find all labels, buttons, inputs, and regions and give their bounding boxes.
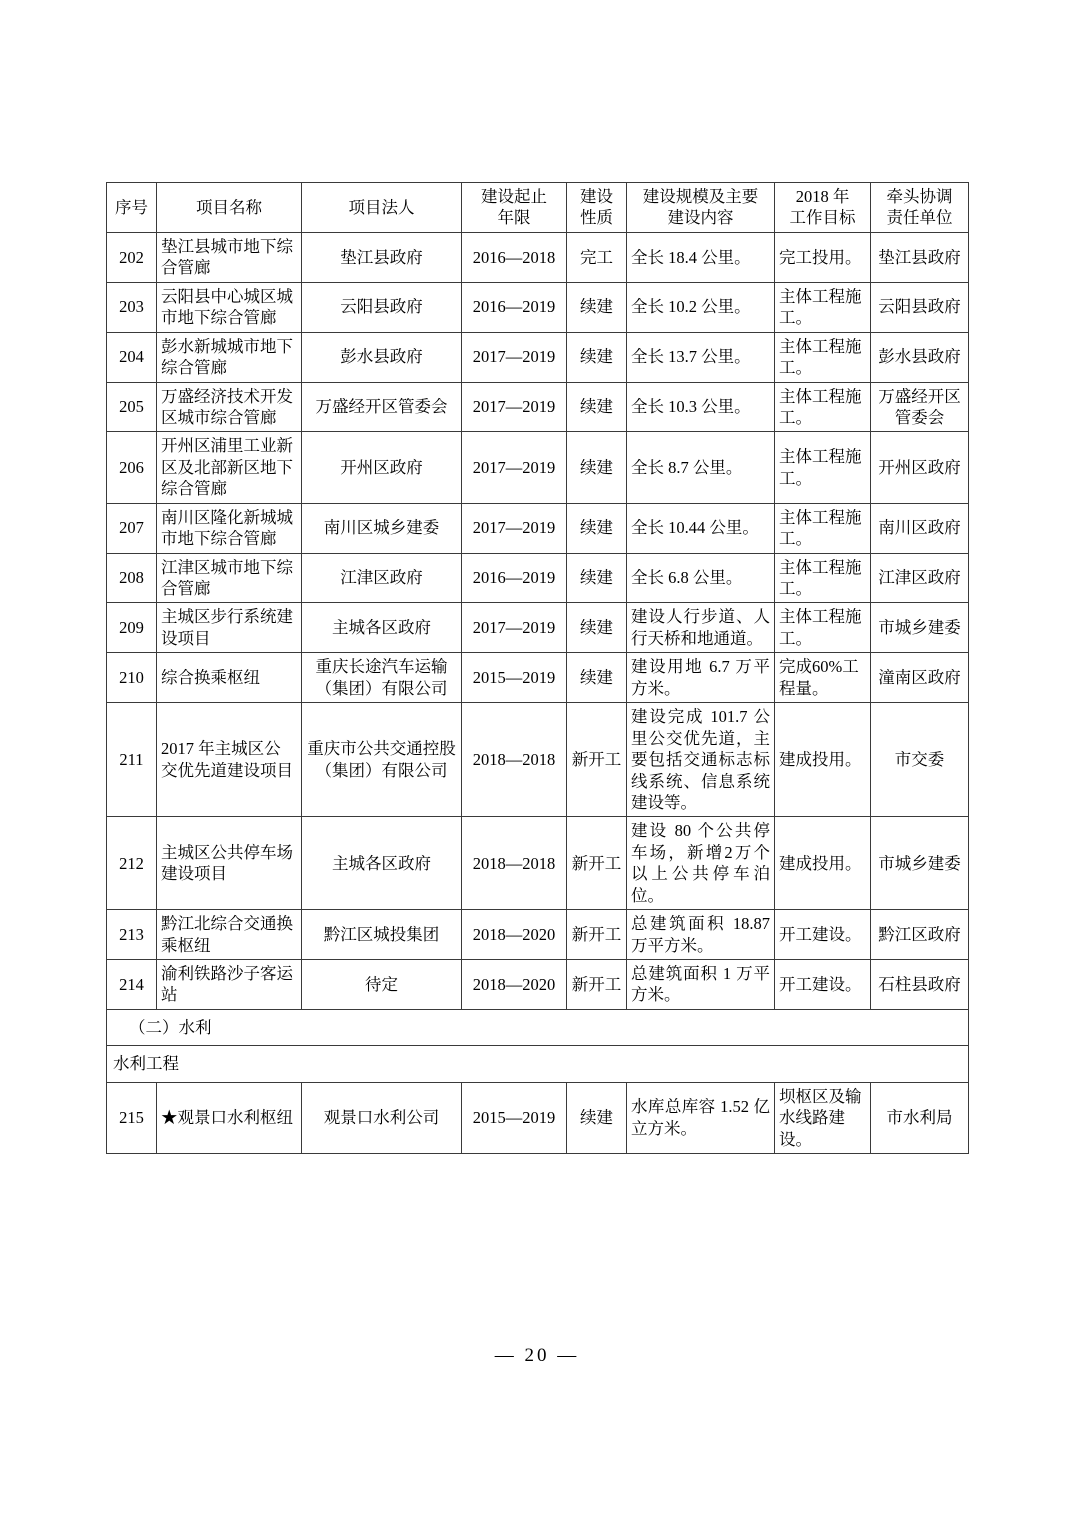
cell-unit: 云阳县政府 (871, 282, 969, 332)
cell-unit: 市水利局 (871, 1082, 969, 1153)
cell-name: 主城区步行系统建设项目 (157, 603, 302, 653)
cell-unit: 石柱县政府 (871, 960, 969, 1010)
table-row (107, 553, 969, 603)
cell-nature: 续建 (567, 553, 627, 603)
cell-legal-person: 主城各区政府 (302, 603, 462, 653)
section-label-water-project: 水利工程 (107, 1046, 969, 1082)
cell-nature: 续建 (567, 603, 627, 653)
section-label-water: （二）水利 (107, 1009, 969, 1045)
cell-no: 202 (107, 232, 157, 282)
cell-nature: 新开工 (567, 703, 627, 817)
cell-scale: 全长 10.2 公里。 (627, 282, 775, 332)
table-row (107, 703, 969, 817)
cell-unit: 垫江县政府 (871, 232, 969, 282)
cell-period: 2017—2019 (462, 332, 567, 382)
column-header-scale-line2: 建设内容 (667, 208, 734, 228)
cell-nature: 续建 (567, 382, 627, 432)
cell-legal-person: 云阳县政府 (302, 282, 462, 332)
cell-nature: 续建 (567, 503, 627, 553)
cell-nature: 续建 (567, 282, 627, 332)
table-row (107, 503, 969, 553)
cell-scale: 全长 13.7 公里。 (627, 332, 775, 382)
cell-nature: 续建 (567, 432, 627, 503)
cell-unit: 彭水县政府 (871, 332, 969, 382)
cell-legal-person: 垫江县政府 (302, 232, 462, 282)
table-header-row (107, 183, 969, 233)
table-row (107, 960, 969, 1010)
cell-scale: 全长 10.44 公里。 (627, 503, 775, 553)
cell-no: 205 (107, 382, 157, 432)
cell-no: 210 (107, 653, 157, 703)
cell-scale: 建设完成 101.7 公里公交优先道，主要包括交通标志标线系统、信息系统建设等。 (627, 703, 775, 817)
column-header-goal-line1: 2018 年 (795, 187, 850, 206)
table-row (107, 817, 969, 910)
cell-goal: 主体工程施工。 (775, 382, 871, 432)
cell-unit: 南川区政府 (871, 503, 969, 553)
table-row (107, 432, 969, 503)
table-row (107, 382, 969, 432)
cell-period: 2018—2018 (462, 817, 567, 910)
cell-no: 212 (107, 817, 157, 910)
column-header-goal (775, 183, 871, 233)
cell-goal: 完工投用。 (775, 232, 871, 282)
cell-goal: 开工建设。 (775, 910, 871, 960)
cell-name: 黔江北综合交通换乘枢纽 (157, 910, 302, 960)
table-row (107, 282, 969, 332)
cell-scale: 水库总库容 1.52 亿立方米。 (627, 1082, 775, 1153)
cell-nature: 新开工 (567, 817, 627, 910)
column-header-period-line2: 年限 (497, 208, 531, 228)
page-footer (0, 1345, 1074, 1367)
cell-legal-person: 黔江区城投集团 (302, 910, 462, 960)
cell-legal-person: 南川区城乡建委 (302, 503, 462, 553)
column-header-no: 序号 (107, 183, 157, 233)
cell-nature: 续建 (567, 1082, 627, 1153)
cell-period: 2015—2019 (462, 1082, 567, 1153)
cell-legal-person: 观景口水利公司 (302, 1082, 462, 1153)
cell-scale: 全长 8.7 公里。 (627, 432, 775, 503)
cell-no: 208 (107, 553, 157, 603)
cell-period: 2016—2019 (462, 553, 567, 603)
cell-name: ★观景口水利枢纽 (157, 1082, 302, 1153)
column-header-nature-line2: 性质 (580, 208, 613, 228)
table-row (107, 653, 969, 703)
cell-name: 万盛经济技术开发区城市综合管廊 (157, 382, 302, 432)
cell-unit: 市交委 (871, 703, 969, 817)
cell-period: 2017—2019 (462, 382, 567, 432)
cell-scale: 建设人行步道、人行天桥和地通道。 (627, 603, 775, 653)
cell-no: 206 (107, 432, 157, 503)
table-row (107, 910, 969, 960)
cell-name: 渝利铁路沙子客运站 (157, 960, 302, 1010)
column-header-goal-line2: 工作目标 (789, 208, 856, 228)
cell-goal: 建成投用。 (775, 703, 871, 817)
cell-goal: 坝枢区及输水线路建设。 (775, 1082, 871, 1153)
cell-unit: 黔江区政府 (871, 910, 969, 960)
cell-nature: 续建 (567, 653, 627, 703)
column-header-name: 项目名称 (157, 183, 302, 233)
cell-scale: 全长 18.4 公里。 (627, 232, 775, 282)
cell-legal-person: 万盛经开区管委会 (302, 382, 462, 432)
cell-unit: 江津区政府 (871, 553, 969, 603)
cell-goal: 主体工程施工。 (775, 503, 871, 553)
section-header-row-water-project (107, 1046, 969, 1082)
column-header-legal-person: 项目法人 (302, 183, 462, 233)
cell-no: 213 (107, 910, 157, 960)
cell-unit: 市城乡建委 (871, 817, 969, 910)
cell-period: 2017—2019 (462, 503, 567, 553)
cell-scale: 全长 10.3 公里。 (627, 382, 775, 432)
cell-unit: 市城乡建委 (871, 603, 969, 653)
table-row (107, 332, 969, 382)
cell-legal-person: 主城各区政府 (302, 817, 462, 910)
cell-name: 垫江县城市地下综合管廊 (157, 232, 302, 282)
column-header-scale-line1: 建设规模及主要 (642, 187, 759, 206)
table-row (107, 603, 969, 653)
cell-period: 2016—2018 (462, 232, 567, 282)
cell-nature: 续建 (567, 332, 627, 382)
cell-no: 204 (107, 332, 157, 382)
cell-scale: 全长 6.8 公里。 (627, 553, 775, 603)
table-row (107, 232, 969, 282)
cell-legal-person: 重庆市公共交通控股（集团）有限公司 (302, 703, 462, 817)
cell-nature: 新开工 (567, 910, 627, 960)
cell-scale: 总建筑面积 1 万平方米。 (627, 960, 775, 1010)
column-header-unit-line2: 责任单位 (886, 208, 953, 228)
cell-name: 江津区城市地下综合管廊 (157, 553, 302, 603)
cell-period: 2018—2020 (462, 960, 567, 1010)
cell-goal: 主体工程施工。 (775, 432, 871, 503)
cell-no: 203 (107, 282, 157, 332)
cell-nature: 新开工 (567, 960, 627, 1010)
column-header-unit (871, 183, 969, 233)
cell-scale: 建设用地 6.7 万平方米。 (627, 653, 775, 703)
cell-name: 南川区隆化新城城市地下综合管廊 (157, 503, 302, 553)
cell-goal: 开工建设。 (775, 960, 871, 1010)
cell-name: 主城区公共停车场建设项目 (157, 817, 302, 910)
column-header-scale (627, 183, 775, 233)
cell-legal-person: 江津区政府 (302, 553, 462, 603)
cell-goal: 主体工程施工。 (775, 282, 871, 332)
table-header (107, 183, 969, 233)
cell-legal-person: 重庆长途汽车运输（集团）有限公司 (302, 653, 462, 703)
table-body (107, 232, 969, 1153)
cell-legal-person: 彭水县政府 (302, 332, 462, 382)
column-header-nature-line1: 建设 (580, 187, 613, 206)
cell-scale: 建设 80 个公共停车场，新增2万个以上公共停车泊位。 (627, 817, 775, 910)
cell-period: 2016—2019 (462, 282, 567, 332)
cell-period: 2017—2019 (462, 432, 567, 503)
project-schedule-table (106, 182, 969, 1154)
column-header-period (462, 183, 567, 233)
cell-name: 开州区浦里工业新区及北部新区地下综合管廊 (157, 432, 302, 503)
cell-name: 彭水新城城市地下综合管廊 (157, 332, 302, 382)
column-header-nature (567, 183, 627, 233)
cell-goal: 完成60%工程量。 (775, 653, 871, 703)
cell-nature: 完工 (567, 232, 627, 282)
column-header-unit-line1: 牵头协调 (886, 187, 953, 206)
cell-goal: 主体工程施工。 (775, 553, 871, 603)
cell-goal: 主体工程施工。 (775, 603, 871, 653)
cell-name: 云阳县中心城区城市地下综合管廊 (157, 282, 302, 332)
cell-period: 2015—2019 (462, 653, 567, 703)
cell-period: 2018—2020 (462, 910, 567, 960)
cell-legal-person: 开州区政府 (302, 432, 462, 503)
section-header-row-water (107, 1009, 969, 1045)
cell-legal-person: 待定 (302, 960, 462, 1010)
cell-scale: 总建筑面积 18.87 万平方米。 (627, 910, 775, 960)
project-table-container (106, 182, 968, 1154)
cell-no: 207 (107, 503, 157, 553)
cell-name: 综合换乘枢纽 (157, 653, 302, 703)
cell-goal: 建成投用。 (775, 817, 871, 910)
cell-unit: 万盛经开区管委会 (871, 382, 969, 432)
cell-name: 2017 年主城区公交优先道建设项目 (157, 703, 302, 817)
cell-no: 211 (107, 703, 157, 817)
table-row (107, 1082, 969, 1153)
cell-period: 2017—2019 (462, 603, 567, 653)
cell-unit: 开州区政府 (871, 432, 969, 503)
page-number: — 20 — (494, 1345, 580, 1366)
cell-goal: 主体工程施工。 (775, 332, 871, 382)
cell-no: 209 (107, 603, 157, 653)
cell-no: 215 (107, 1082, 157, 1153)
cell-period: 2018—2018 (462, 703, 567, 817)
column-header-period-line1: 建设起止 (481, 187, 547, 206)
cell-no: 214 (107, 960, 157, 1010)
cell-unit: 潼南区政府 (871, 653, 969, 703)
